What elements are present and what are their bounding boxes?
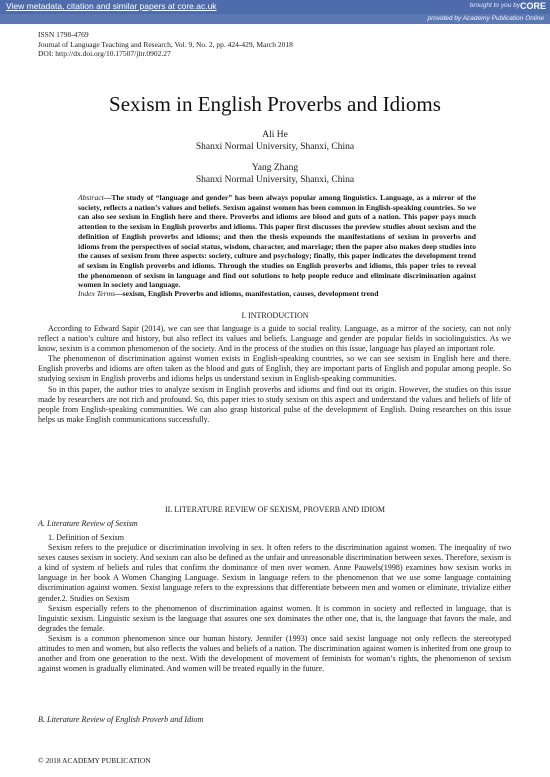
copyright-footer: © 2018 ACADEMY PUBLICATION — [38, 756, 151, 765]
provided-by-link[interactable]: provided by Academy Publication Online — [427, 15, 544, 22]
index-terms — [78, 289, 476, 299]
author-name: Ali He — [262, 130, 288, 140]
paper-title: Sexism in English Proverbs and Idioms — [109, 92, 441, 116]
abstract-label: Abstract — [78, 193, 104, 202]
top-banner — [0, 0, 550, 14]
section-heading-literature-review: II. LITERATURE REVIEW OF SEXISM, PROVERB AND IDIOM — [164, 505, 386, 514]
abstract — [78, 193, 476, 290]
core-logo[interactable]: CORE — [519, 1, 546, 11]
subsection-heading-b: B. Literature Review of English Proverb and Idiom — [38, 715, 204, 724]
author-block-2 — [0, 162, 550, 186]
brought-by-text: brought to you by — [469, 2, 520, 9]
author-name: Yang Zhang — [251, 163, 299, 173]
issn: ISSN 1798-4769 — [38, 30, 89, 39]
author-affiliation: Shanxi Normal University, Shanxi, China — [195, 142, 355, 152]
journal-citation: Journal of Language Teaching and Research, Vol. 9, No. 2, pp. 424-429, March 2018 — [38, 39, 293, 49]
author-affiliation: Shanxi Normal University, Shanxi, China — [195, 175, 355, 185]
abstract-text: —The study of “language and gender” has been always popular among linguistics. Language, as a mirror of the society, reflects a nation’s values and beliefs. Sexism against women has been common in English-speaking countries. So we can also see sexism in English here and there. Proverbs and idioms are blood and guts of a nation. This paper pays much attention to the sexism in English proverbs and idioms. This paper first discusses the preview studies about sexism and the definition of English proverbs and idioms; and then the thesis expounds the manifestations of sexism in proverbs and idioms from the perspectives of social status, wisdom, character, and marriage; then the paper also makes deep studies into the causes of sexism from three aspects: society, culture and psychology; finally, this paper indicates the development trend of sexism in English proverbs and idioms. Through the studies on English proverbs and idioms, this paper tries to reveal the phenomenon of sexism in language and find out solutions to help people reduce and eliminate discrimination against women in society and language. — [78, 193, 476, 290]
paragraph: So in this paper, the author tries to analyze sexism in English proverbs and idioms and find out its origin. However, the studies on this issue made by researchers are not rich and profound. So, this paper tries to study sexism on this aspect and understand the values and beliefs of life of people from English-speaking communities. We can also grasp historical pulse of the development of English. Doing researches on this issue helps us make English communications successfully. — [38, 384, 511, 424]
doi: DOI: http://dx.doi.org/10.17507/jltr.0902.27 — [38, 49, 171, 58]
paragraph: Sexism refers to the prejudice or discrimination involving in sex. It often refers to the discrimination against women. The inequality of two sexes causes sexism in society. And sexism can also be defined as the unfair and unreasonable discrimination between sexes. Therefore, sexism is a kind of system of beliefs and rules that confirm the dominance of men over women. Anne Pauwels(1998) examines how sexism works in language in her book A Women Changing Language. Sexism in language refers to the phenomenon that we use some language containing discrimination against women. Sexist language refers to the expressions that differentiate between men and women or eliminate, trivialize either gender.2. Studies on Sexism — [38, 543, 511, 603]
index-terms-label: Index Terms — [78, 289, 116, 298]
metadata-link[interactable]: View metadata, citation and similar papers at core.ac.uk — [6, 1, 217, 11]
provider-bar — [0, 14, 550, 24]
author-block-1 — [0, 129, 550, 153]
paragraph: 1. Definition of Sexism — [48, 533, 124, 542]
literature-review-body — [38, 533, 511, 674]
paragraph: According to Edward Sapir (2014), we can see that language is a guide to social reality. Language, as a mirror of the society, can not only reflect a nation’s culture and history, but also reflect its values and beliefs. Language and gender are popular fields in sociolinguistics. As we know, sexism is a common phenomenon of the society. And in the process of the studies on this issue, language has played an important role. — [38, 324, 511, 354]
paragraph: The phenomenon of discrimination against women exists in English-speaking countries, so we can see sexism in English here and there. English proverbs and idioms are often taken as the blood and guts of English, they are important parts of English and popular among people. So studying sexism in English proverbs and idioms helps us understand sexism in English-speaking communities. — [38, 354, 511, 384]
index-terms-text: —sexism, English Proverbs and idioms, manifestation, causes, development trend — [115, 289, 379, 298]
journal-header — [38, 30, 293, 59]
introduction-body — [38, 324, 511, 425]
paragraph: Sexism is a common phenomenon since our human history. Jennifer (1993) once said sexist language not only reflects the stereotyped attitudes to men and women, but also reflects the values and beliefs of a nation. The discrimination against women is inherited from one group to another and from one generation to the next. With the development of movement of feminists for woman’s rights, the phenomenon of sexism against women is gradually eliminated. And women will be treated equally in the future. — [38, 633, 511, 674]
section-heading-introduction: I. INTRODUCTION — [241, 311, 309, 320]
paragraph: Sexism especially refers to the phenomenon of discrimination against women. It is common in society and reflected in language, that is linguistic sexism. Linguistic sexism is the language that assures one sex dominates the other one, that is, the language that favors the male, and degrades the female. — [38, 603, 511, 633]
subsection-heading-a: A. Literature Review of Sexism — [38, 519, 138, 528]
